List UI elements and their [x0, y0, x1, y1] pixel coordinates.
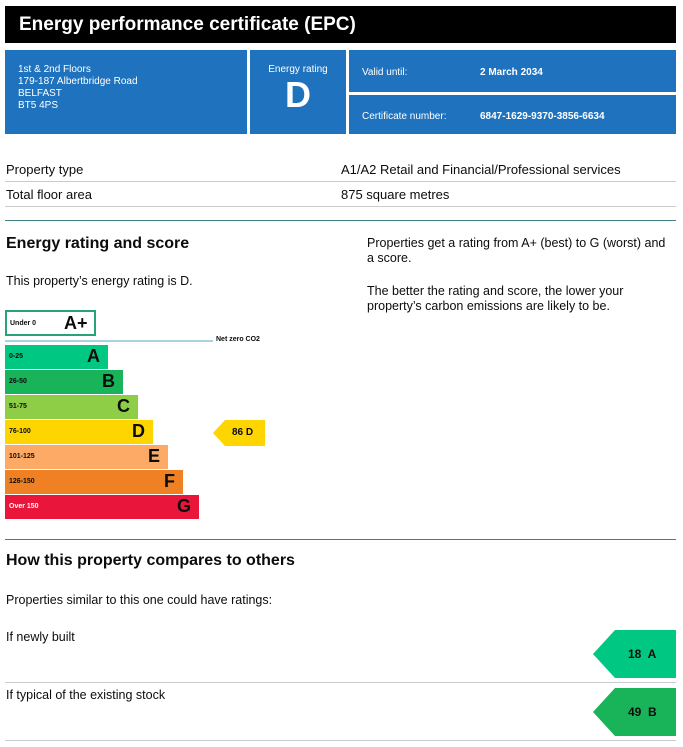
section-divider [5, 539, 676, 540]
property-address [5, 50, 247, 134]
certificate-number-label: Certificate number: [362, 111, 447, 122]
existing-stock-score: 49 [628, 705, 642, 719]
band-letter: A+ [64, 313, 88, 333]
net-zero-line [5, 340, 213, 342]
compare-intro-text: Properties similar to this one could have ratings: [6, 593, 273, 607]
divider [5, 181, 676, 182]
band-range: 126-150 [9, 478, 35, 485]
valid-until-box [349, 50, 676, 92]
band-c [5, 395, 138, 419]
band-aplus [5, 310, 96, 336]
rating-info-text: Properties get a rating from A+ (best) to G (worst) and a score. [367, 236, 666, 265]
property-type-label: Property type [6, 162, 84, 177]
band-a [5, 345, 108, 369]
divider [5, 206, 676, 207]
existing-stock-label: If typical of the existing stock [6, 688, 166, 702]
compare-section-heading: How this property compares to others [6, 552, 295, 569]
certificate-number-value: 6847-1629-9370-3856-6634 [480, 111, 605, 122]
band-letter: E [147, 446, 160, 466]
band-letter: D [132, 421, 145, 441]
address-line: BT5 4PS [18, 100, 59, 111]
floor-area-value: 875 square metres [341, 187, 450, 202]
certificate-number-box [349, 95, 676, 134]
band-range: 76-100 [9, 428, 31, 435]
address-line: BELFAST [18, 88, 62, 99]
property-type-value: A1/A2 Retail and Financial/Professional services [341, 162, 621, 177]
band-range: Under 0 [10, 320, 37, 327]
band-range: 101-125 [9, 453, 35, 460]
existing-stock-letter: B [648, 705, 657, 719]
band-range: 0-25 [9, 353, 24, 360]
current-letter: D [245, 427, 254, 438]
band-range: Over 150 [9, 503, 39, 510]
address-line: 179-187 Albertbridge Road [18, 76, 138, 87]
band-f [5, 470, 183, 494]
page-title: Energy performance certificate (EPC) [5, 6, 676, 43]
band-letter: C [117, 396, 130, 416]
valid-until-label: Valid until: [362, 67, 408, 78]
band-letter: G [176, 496, 191, 516]
band-letter: B [102, 371, 115, 391]
newly-built-label: If newly built [6, 630, 75, 644]
address-line: 1st & 2nd Floors [18, 64, 91, 75]
newly-built-letter: A [647, 647, 657, 661]
energy-rating-text: This property’s energy rating is D. [6, 274, 193, 288]
net-zero-label: Net zero CO2 [216, 336, 260, 343]
current-score: 86 [232, 427, 244, 438]
floor-area-label: Total floor area [6, 187, 92, 202]
band-b [5, 370, 123, 394]
current-rating-label [232, 427, 253, 438]
newly-built-score: 18 [628, 647, 642, 661]
band-d [5, 420, 153, 444]
band-letter: F [164, 471, 175, 491]
divider [5, 682, 676, 683]
band-range: 51-75 [9, 403, 27, 410]
band-e [5, 445, 168, 469]
newly-built-rating [628, 647, 656, 661]
band-letter: A [87, 346, 100, 366]
energy-rating-box [250, 50, 346, 134]
energy-rating-label: Energy rating [268, 64, 328, 75]
band-range: 26-50 [9, 378, 27, 385]
energy-rating-letter: D [285, 74, 311, 115]
valid-until-value: 2 March 2034 [480, 67, 543, 78]
band-g [5, 495, 199, 519]
divider [5, 740, 676, 741]
section-divider [5, 220, 676, 221]
rating-info-text: The better the rating and score, the lower your property’s carbon emissions are likely to be. [367, 284, 624, 313]
energy-section-heading: Energy rating and score [6, 235, 190, 252]
existing-stock-rating [628, 705, 657, 719]
